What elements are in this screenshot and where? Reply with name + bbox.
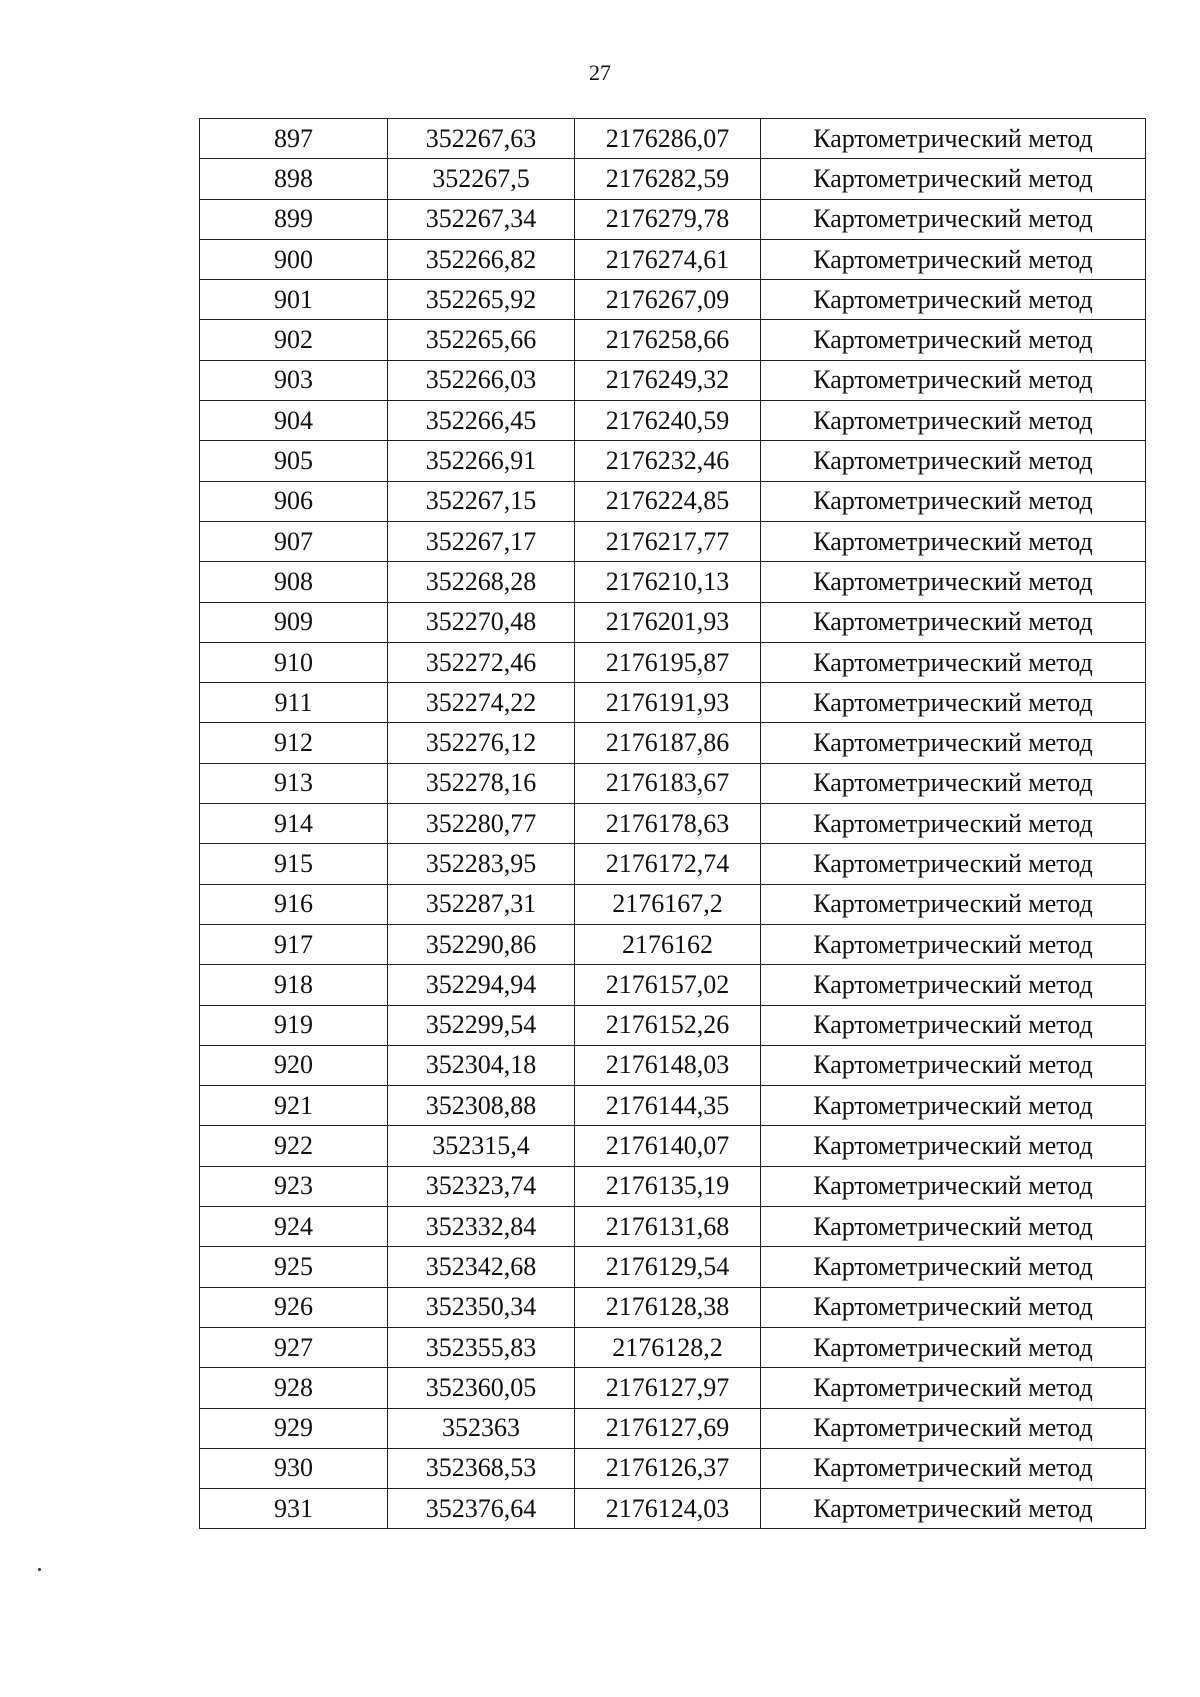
method-cell: Картометрический метод bbox=[761, 1368, 1146, 1408]
point-number-cell: 923 bbox=[200, 1166, 388, 1206]
point-number-cell: 924 bbox=[200, 1207, 388, 1247]
y-coordinate-cell: 2176279,78 bbox=[575, 199, 761, 239]
table-row bbox=[200, 1045, 1146, 1085]
method-cell: Картометрический метод bbox=[761, 199, 1146, 239]
method-cell: Картометрический метод bbox=[761, 521, 1146, 561]
y-coordinate-cell: 2176126,37 bbox=[575, 1448, 761, 1488]
x-coordinate-cell: 352304,18 bbox=[388, 1045, 575, 1085]
y-coordinate-cell: 2176167,2 bbox=[575, 884, 761, 924]
table-row bbox=[200, 844, 1146, 884]
y-coordinate-cell: 2176128,2 bbox=[575, 1327, 761, 1367]
y-coordinate-cell: 2176201,93 bbox=[575, 602, 761, 642]
method-cell: Картометрический метод bbox=[761, 1448, 1146, 1488]
x-coordinate-cell: 352332,84 bbox=[388, 1207, 575, 1247]
table-row bbox=[200, 1126, 1146, 1166]
y-coordinate-cell: 2176232,46 bbox=[575, 441, 761, 481]
table-row bbox=[200, 1489, 1146, 1529]
table-row bbox=[200, 965, 1146, 1005]
point-number-cell: 915 bbox=[200, 844, 388, 884]
scan-speck bbox=[38, 1568, 41, 1571]
table-row bbox=[200, 562, 1146, 602]
table-row bbox=[200, 1005, 1146, 1045]
point-number-cell: 912 bbox=[200, 723, 388, 763]
point-number-cell: 908 bbox=[200, 562, 388, 602]
method-cell: Картометрический метод bbox=[761, 1247, 1146, 1287]
table-row bbox=[200, 441, 1146, 481]
point-number-cell: 907 bbox=[200, 521, 388, 561]
y-coordinate-cell: 2176258,66 bbox=[575, 320, 761, 360]
point-number-cell: 914 bbox=[200, 804, 388, 844]
method-cell: Картометрический метод bbox=[761, 723, 1146, 763]
point-number-cell: 904 bbox=[200, 401, 388, 441]
y-coordinate-cell: 2176274,61 bbox=[575, 239, 761, 279]
table-row bbox=[200, 804, 1146, 844]
method-cell: Картометрический метод bbox=[761, 1489, 1146, 1529]
y-coordinate-cell: 2176148,03 bbox=[575, 1045, 761, 1085]
x-coordinate-cell: 352265,92 bbox=[388, 280, 575, 320]
point-number-cell: 910 bbox=[200, 642, 388, 682]
x-coordinate-cell: 352299,54 bbox=[388, 1005, 575, 1045]
method-cell: Картометрический метод bbox=[761, 239, 1146, 279]
point-number-cell: 917 bbox=[200, 924, 388, 964]
method-cell: Картометрический метод bbox=[761, 401, 1146, 441]
x-coordinate-cell: 352368,53 bbox=[388, 1448, 575, 1488]
y-coordinate-cell: 2176157,02 bbox=[575, 965, 761, 1005]
x-coordinate-cell: 352350,34 bbox=[388, 1287, 575, 1327]
point-number-cell: 919 bbox=[200, 1005, 388, 1045]
y-coordinate-cell: 2176282,59 bbox=[575, 159, 761, 199]
x-coordinate-cell: 352308,88 bbox=[388, 1086, 575, 1126]
table-row bbox=[200, 1287, 1146, 1327]
table-row bbox=[200, 159, 1146, 199]
table-row bbox=[200, 924, 1146, 964]
point-number-cell: 898 bbox=[200, 159, 388, 199]
method-cell: Картометрический метод bbox=[761, 1045, 1146, 1085]
method-cell: Картометрический метод bbox=[761, 441, 1146, 481]
table-row bbox=[200, 401, 1146, 441]
table-row bbox=[200, 723, 1146, 763]
method-cell: Картометрический метод bbox=[761, 1166, 1146, 1206]
y-coordinate-cell: 2176131,68 bbox=[575, 1207, 761, 1247]
point-number-cell: 913 bbox=[200, 763, 388, 803]
table-row bbox=[200, 521, 1146, 561]
x-coordinate-cell: 352266,82 bbox=[388, 239, 575, 279]
method-cell: Картометрический метод bbox=[761, 642, 1146, 682]
method-cell: Картометрический метод bbox=[761, 280, 1146, 320]
method-cell: Картометрический метод bbox=[761, 1408, 1146, 1448]
point-number-cell: 905 bbox=[200, 441, 388, 481]
x-coordinate-cell: 352290,86 bbox=[388, 924, 575, 964]
point-number-cell: 911 bbox=[200, 683, 388, 723]
table-row bbox=[200, 481, 1146, 521]
table-row bbox=[200, 1086, 1146, 1126]
y-coordinate-cell: 2176172,74 bbox=[575, 844, 761, 884]
method-cell: Картометрический метод bbox=[761, 562, 1146, 602]
point-number-cell: 900 bbox=[200, 239, 388, 279]
x-coordinate-cell: 352315,4 bbox=[388, 1126, 575, 1166]
y-coordinate-cell: 2176127,69 bbox=[575, 1408, 761, 1448]
method-cell: Картометрический метод bbox=[761, 1327, 1146, 1367]
method-cell: Картометрический метод bbox=[761, 602, 1146, 642]
x-coordinate-cell: 352278,16 bbox=[388, 763, 575, 803]
y-coordinate-cell: 2176183,67 bbox=[575, 763, 761, 803]
x-coordinate-cell: 352266,45 bbox=[388, 401, 575, 441]
y-coordinate-cell: 2176187,86 bbox=[575, 723, 761, 763]
point-number-cell: 922 bbox=[200, 1126, 388, 1166]
x-coordinate-cell: 352294,94 bbox=[388, 965, 575, 1005]
x-coordinate-cell: 352266,03 bbox=[388, 360, 575, 400]
point-number-cell: 909 bbox=[200, 602, 388, 642]
table-row bbox=[200, 1368, 1146, 1408]
point-number-cell: 931 bbox=[200, 1489, 388, 1529]
x-coordinate-cell: 352323,74 bbox=[388, 1166, 575, 1206]
table-row bbox=[200, 763, 1146, 803]
method-cell: Картометрический метод bbox=[761, 1207, 1146, 1247]
point-number-cell: 903 bbox=[200, 360, 388, 400]
x-coordinate-cell: 352267,17 bbox=[388, 521, 575, 561]
y-coordinate-cell: 2176286,07 bbox=[575, 119, 761, 159]
table-row bbox=[200, 320, 1146, 360]
x-coordinate-cell: 352266,91 bbox=[388, 441, 575, 481]
table-row bbox=[200, 642, 1146, 682]
table-row bbox=[200, 1408, 1146, 1448]
method-cell: Картометрический метод bbox=[761, 1287, 1146, 1327]
x-coordinate-cell: 352272,46 bbox=[388, 642, 575, 682]
point-number-cell: 901 bbox=[200, 280, 388, 320]
table-row bbox=[200, 1166, 1146, 1206]
table-row bbox=[200, 280, 1146, 320]
x-coordinate-cell: 352268,28 bbox=[388, 562, 575, 602]
table-row bbox=[200, 884, 1146, 924]
x-coordinate-cell: 352265,66 bbox=[388, 320, 575, 360]
point-number-cell: 920 bbox=[200, 1045, 388, 1085]
x-coordinate-cell: 352283,95 bbox=[388, 844, 575, 884]
method-cell: Картометрический метод bbox=[761, 924, 1146, 964]
page-number: 27 bbox=[589, 60, 611, 85]
method-cell: Картометрический метод bbox=[761, 320, 1146, 360]
method-cell: Картометрический метод bbox=[761, 683, 1146, 723]
x-coordinate-cell: 352280,77 bbox=[388, 804, 575, 844]
y-coordinate-cell: 2176162 bbox=[575, 924, 761, 964]
y-coordinate-cell: 2176128,38 bbox=[575, 1287, 761, 1327]
point-number-cell: 897 bbox=[200, 119, 388, 159]
table-row bbox=[200, 1207, 1146, 1247]
y-coordinate-cell: 2176135,19 bbox=[575, 1166, 761, 1206]
x-coordinate-cell: 352342,68 bbox=[388, 1247, 575, 1287]
x-coordinate-cell: 352274,22 bbox=[388, 683, 575, 723]
x-coordinate-cell: 352363 bbox=[388, 1408, 575, 1448]
table-row bbox=[200, 1247, 1146, 1287]
y-coordinate-cell: 2176224,85 bbox=[575, 481, 761, 521]
y-coordinate-cell: 2176124,03 bbox=[575, 1489, 761, 1529]
point-number-cell: 916 bbox=[200, 884, 388, 924]
method-cell: Картометрический метод bbox=[761, 159, 1146, 199]
x-coordinate-cell: 352355,83 bbox=[388, 1327, 575, 1367]
point-number-cell: 929 bbox=[200, 1408, 388, 1448]
method-cell: Картометрический метод bbox=[761, 360, 1146, 400]
point-number-cell: 927 bbox=[200, 1327, 388, 1367]
coordinates-table-body bbox=[200, 119, 1146, 1529]
table-row bbox=[200, 683, 1146, 723]
x-coordinate-cell: 352276,12 bbox=[388, 723, 575, 763]
y-coordinate-cell: 2176195,87 bbox=[575, 642, 761, 682]
table-row bbox=[200, 199, 1146, 239]
y-coordinate-cell: 2176217,77 bbox=[575, 521, 761, 561]
table-row bbox=[200, 360, 1146, 400]
y-coordinate-cell: 2176178,63 bbox=[575, 804, 761, 844]
point-number-cell: 921 bbox=[200, 1086, 388, 1126]
point-number-cell: 902 bbox=[200, 320, 388, 360]
y-coordinate-cell: 2176210,13 bbox=[575, 562, 761, 602]
point-number-cell: 930 bbox=[200, 1448, 388, 1488]
x-coordinate-cell: 352270,48 bbox=[388, 602, 575, 642]
y-coordinate-cell: 2176267,09 bbox=[575, 280, 761, 320]
method-cell: Картометрический метод bbox=[761, 884, 1146, 924]
y-coordinate-cell: 2176240,59 bbox=[575, 401, 761, 441]
x-coordinate-cell: 352267,15 bbox=[388, 481, 575, 521]
point-number-cell: 925 bbox=[200, 1247, 388, 1287]
method-cell: Картометрический метод bbox=[761, 1126, 1146, 1166]
x-coordinate-cell: 352287,31 bbox=[388, 884, 575, 924]
method-cell: Картометрический метод bbox=[761, 1086, 1146, 1126]
method-cell: Картометрический метод bbox=[761, 804, 1146, 844]
y-coordinate-cell: 2176127,97 bbox=[575, 1368, 761, 1408]
point-number-cell: 918 bbox=[200, 965, 388, 1005]
x-coordinate-cell: 352267,63 bbox=[388, 119, 575, 159]
method-cell: Картометрический метод bbox=[761, 481, 1146, 521]
method-cell: Картометрический метод bbox=[761, 1005, 1146, 1045]
point-number-cell: 899 bbox=[200, 199, 388, 239]
x-coordinate-cell: 352267,34 bbox=[388, 199, 575, 239]
table-row bbox=[200, 602, 1146, 642]
x-coordinate-cell: 352360,05 bbox=[388, 1368, 575, 1408]
y-coordinate-cell: 2176249,32 bbox=[575, 360, 761, 400]
point-number-cell: 928 bbox=[200, 1368, 388, 1408]
method-cell: Картометрический метод bbox=[761, 965, 1146, 1005]
y-coordinate-cell: 2176129,54 bbox=[575, 1247, 761, 1287]
table-row bbox=[200, 119, 1146, 159]
y-coordinate-cell: 2176191,93 bbox=[575, 683, 761, 723]
y-coordinate-cell: 2176152,26 bbox=[575, 1005, 761, 1045]
table-row bbox=[200, 1327, 1146, 1367]
x-coordinate-cell: 352267,5 bbox=[388, 159, 575, 199]
y-coordinate-cell: 2176140,07 bbox=[575, 1126, 761, 1166]
table-row bbox=[200, 239, 1146, 279]
method-cell: Картометрический метод bbox=[761, 844, 1146, 884]
table-row bbox=[200, 1448, 1146, 1488]
y-coordinate-cell: 2176144,35 bbox=[575, 1086, 761, 1126]
method-cell: Картометрический метод bbox=[761, 119, 1146, 159]
point-number-cell: 926 bbox=[200, 1287, 388, 1327]
point-number-cell: 906 bbox=[200, 481, 388, 521]
x-coordinate-cell: 352376,64 bbox=[388, 1489, 575, 1529]
method-cell: Картометрический метод bbox=[761, 763, 1146, 803]
coordinates-table bbox=[199, 118, 1146, 1529]
